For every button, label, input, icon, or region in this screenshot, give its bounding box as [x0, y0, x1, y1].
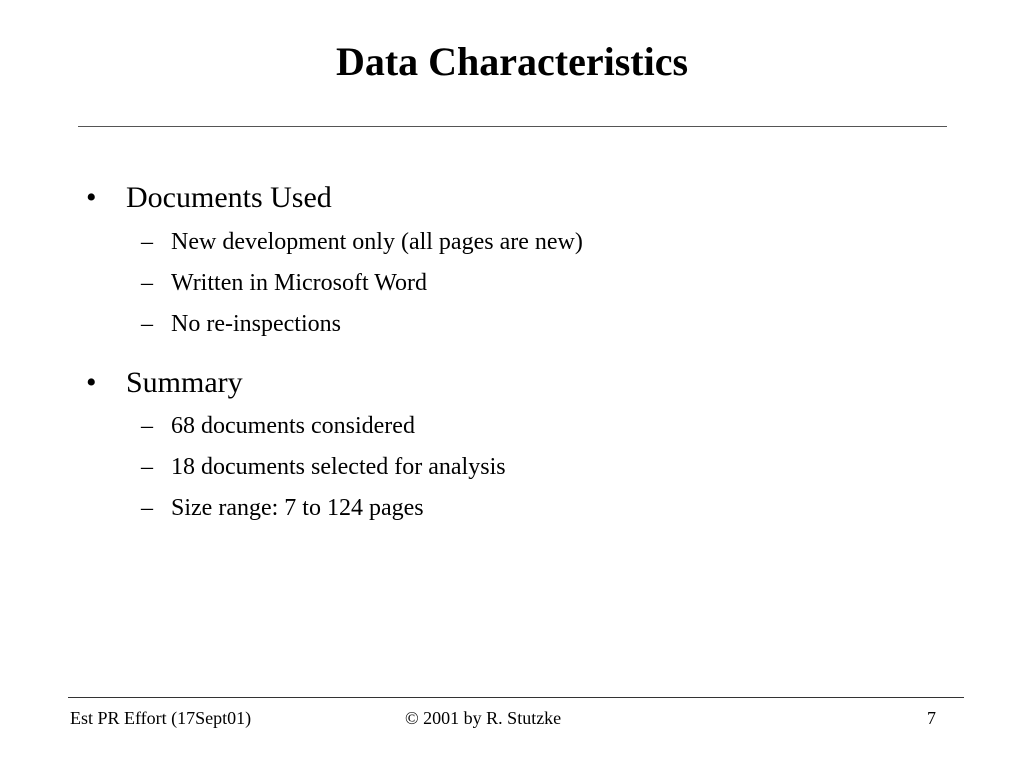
bullet-marker: • [86, 366, 97, 399]
subitem [141, 268, 427, 298]
subitem [141, 452, 506, 482]
footer-copyright: © 2001 by R. Stutzke [405, 708, 562, 728]
bullet-marker: • [86, 181, 97, 214]
bullet-summary [86, 365, 243, 401]
dash-marker: – [141, 413, 153, 439]
subitem [141, 493, 424, 523]
subitem-text: 18 documents selected for analysis [171, 454, 506, 480]
subitem-text: Size range: 7 to 124 pages [171, 495, 424, 521]
footer-left-text: Est PR Effort (17Sept01) [70, 708, 252, 728]
slide-title: Data Characteristics [335, 39, 689, 84]
subitem-text: New development only (all pages are new) [171, 229, 583, 255]
dash-marker: – [141, 270, 153, 296]
bullet-text: Documents Used [126, 181, 332, 214]
bullet-text: Summary [126, 366, 243, 399]
subitem [141, 309, 341, 339]
subitem-text: 68 documents considered [171, 413, 415, 439]
bullet-documents-used [86, 180, 332, 216]
dash-marker: – [141, 454, 153, 480]
page-number: 7 [927, 708, 936, 728]
subitem-text: No re-inspections [171, 311, 341, 337]
dash-marker: – [141, 311, 153, 337]
dash-marker: – [141, 495, 153, 521]
title-divider [78, 126, 947, 127]
subitem [141, 411, 415, 441]
footer-divider [68, 697, 964, 698]
subitem [141, 227, 583, 257]
dash-marker: – [141, 229, 153, 255]
subitem-text: Written in Microsoft Word [171, 270, 427, 296]
